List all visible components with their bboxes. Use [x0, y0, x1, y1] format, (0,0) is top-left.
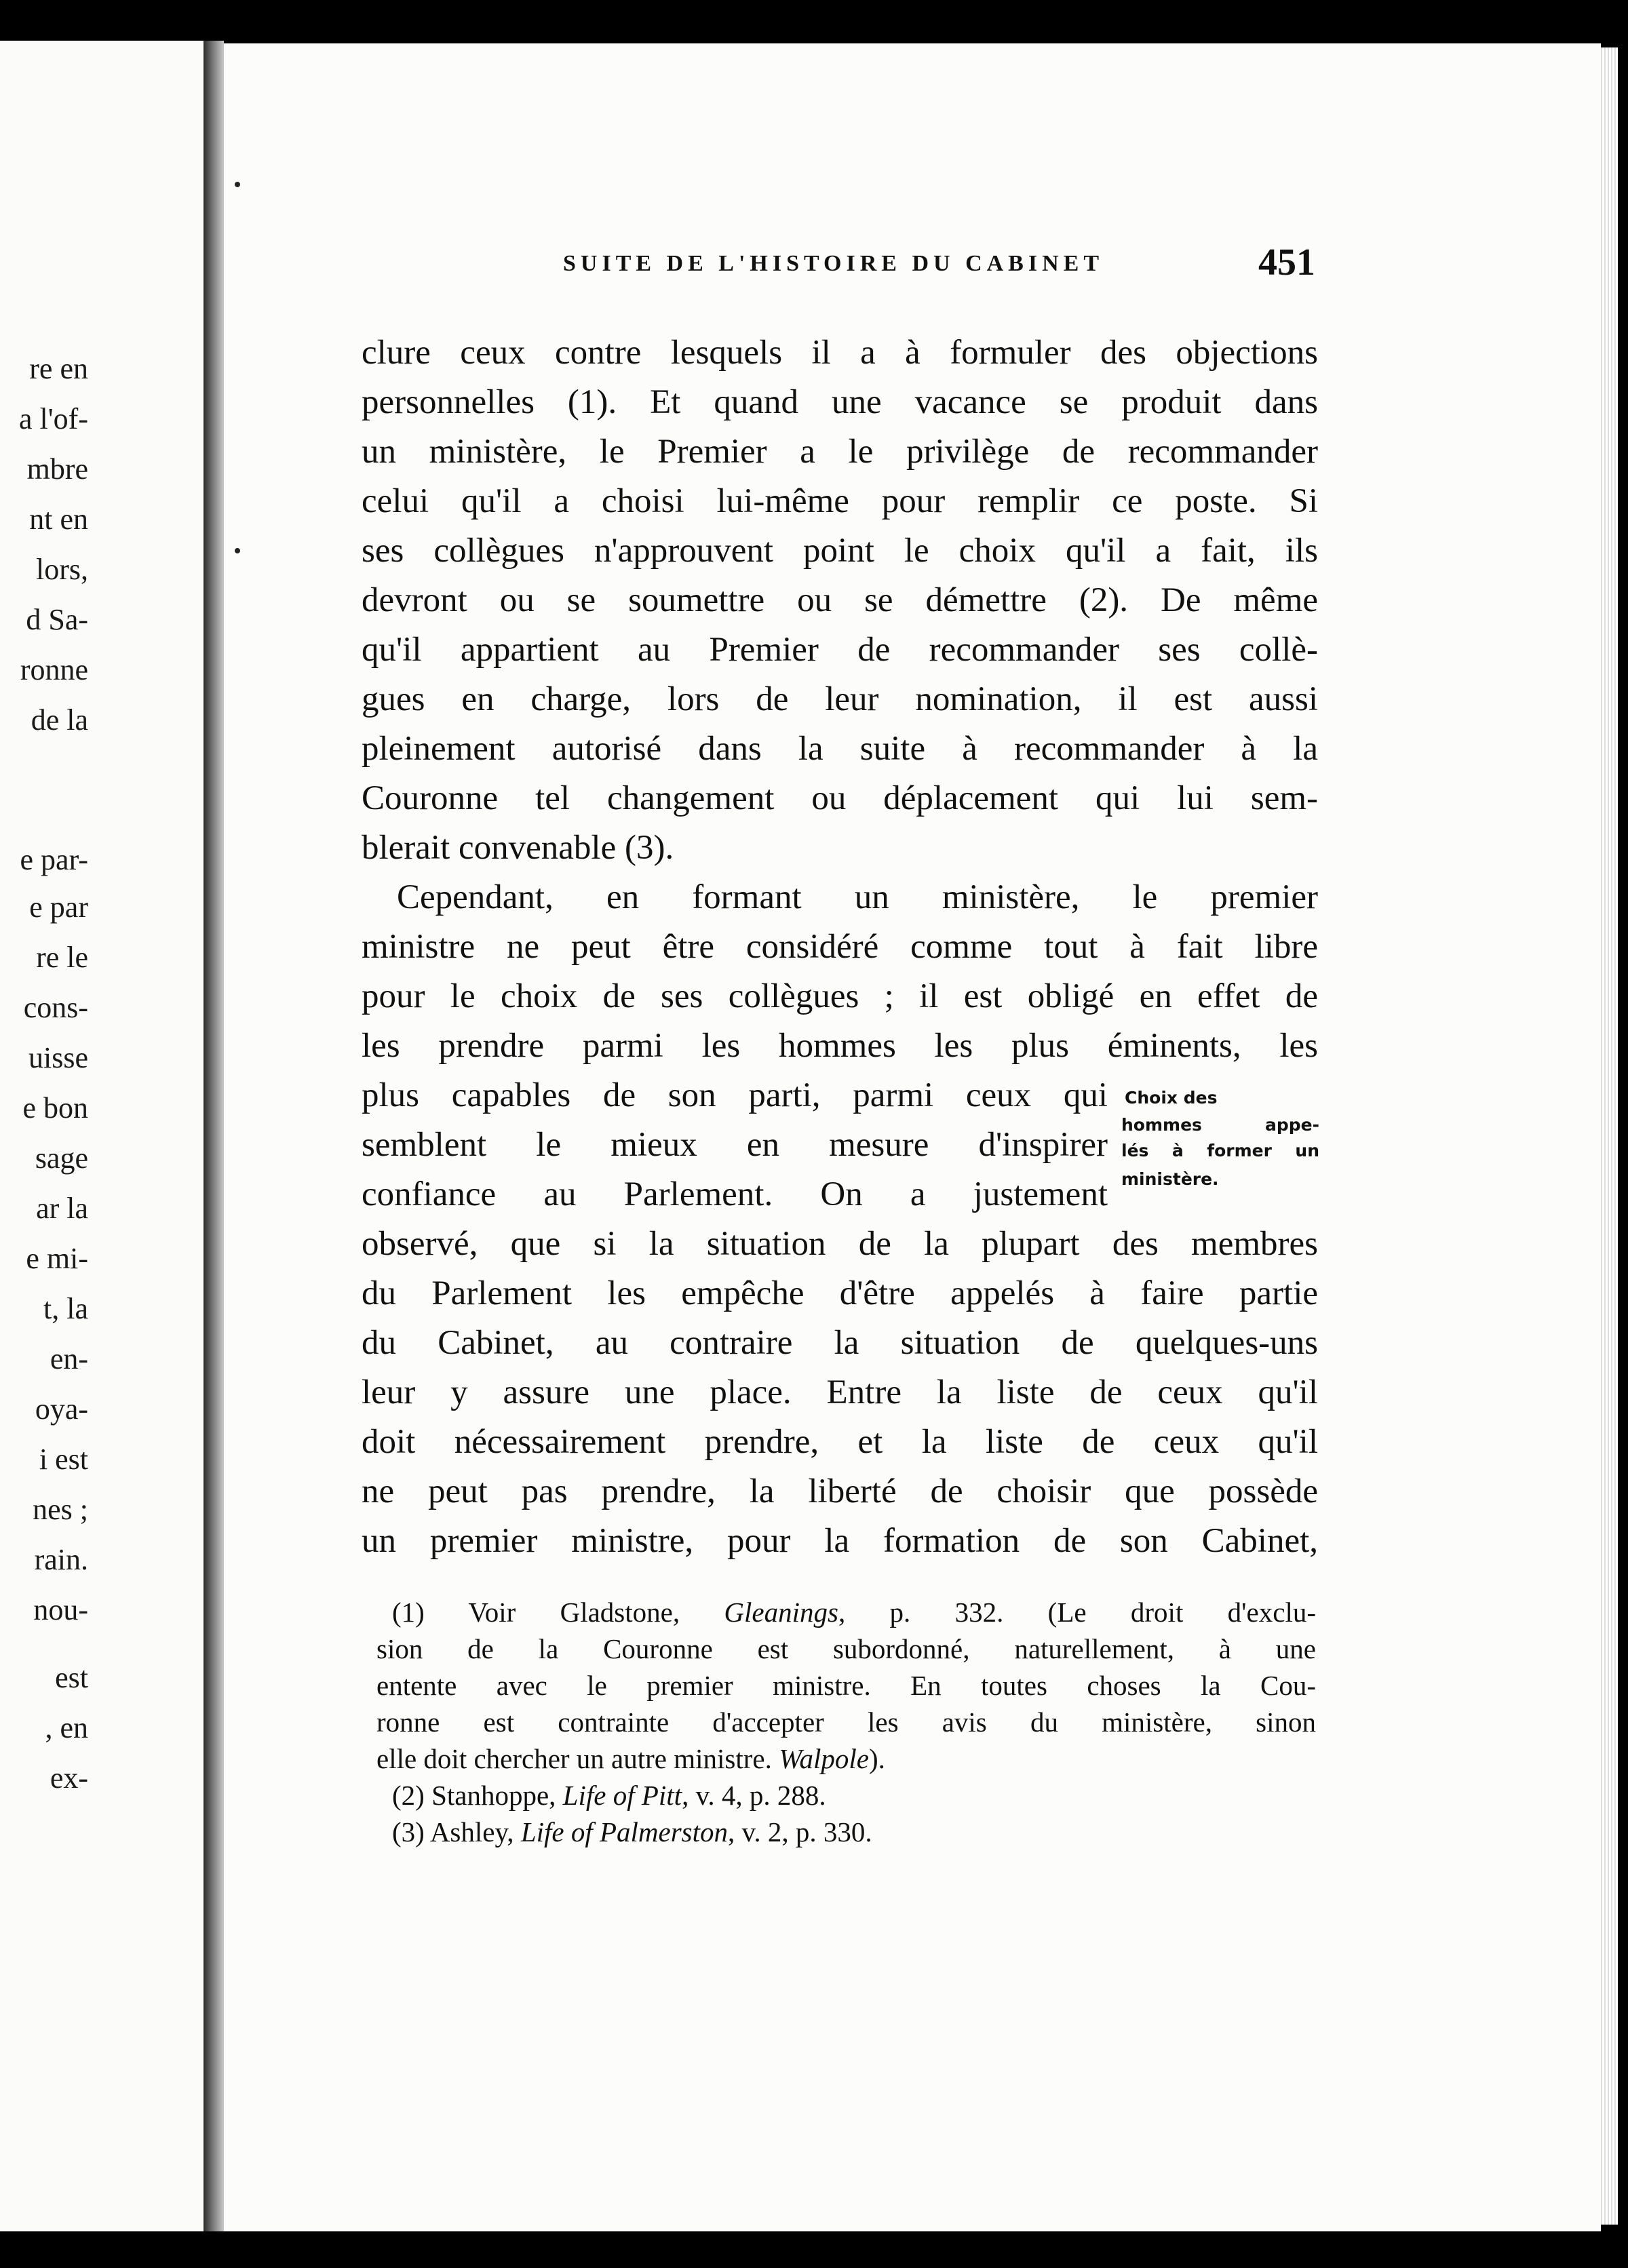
body-line: clure ceux contre lesquels il a à formuler des objections [362, 334, 1318, 372]
body-line: semblent le mieux en mesure d'inspirer [362, 1126, 1108, 1164]
page-number: 451 [1258, 241, 1315, 284]
specks [235, 182, 240, 187]
left-page-fragment: , en [45, 1711, 88, 1744]
left-page-fragment: est [55, 1661, 88, 1694]
footnote-1-line [376, 1745, 1316, 1773]
footnote-1-line: ronne est contrainte d'accepter les avis du ministère, sinon [376, 1706, 1316, 1738]
left-page-fragment: ronne [20, 653, 88, 686]
footnote-3-title: Life of Palmerston [520, 1816, 729, 1847]
body-line: ne peut pas prendre, la liberté de choisir que possède [362, 1472, 1318, 1510]
margin-note-line: hommes appe- [1121, 1115, 1319, 1135]
left-page-fragment: de la [31, 703, 88, 737]
footnote-3-marker: (3) [392, 1816, 425, 1847]
footnote-1-last-after: ). [869, 1743, 885, 1774]
body-line: personnelles (1). Et quand une vacance se produit dans [362, 383, 1318, 421]
body-line: les prendre parmi les hommes les plus éminents, les [362, 1027, 1318, 1065]
left-page-fragment: e par- [20, 843, 88, 876]
body-line: du Parlement les empêche d'être appelés à faire partie [362, 1274, 1318, 1312]
footnote-1-author: Walpole [779, 1743, 869, 1774]
body-line: celui qu'il a choisi lui-même pour remplir ce poste. Si [362, 482, 1318, 520]
specks [235, 548, 240, 553]
body-line: pour le choix de ses collègues ; il est obligé en effet de [362, 977, 1318, 1015]
left-page-fragment: rain. [34, 1543, 88, 1576]
body-line: Cependant, en formant un ministère, le premier [397, 878, 1318, 916]
body-line: doit nécessairement prendre, et la liste de ceux qu'il [362, 1423, 1318, 1461]
book-spine [204, 41, 224, 2231]
footnote-1-lead: Voir Gladstone, [468, 1597, 680, 1628]
left-page-fragment: e bon [22, 1091, 88, 1125]
left-page-fragment: en- [50, 1342, 88, 1375]
footnote-3-author: Ashley, [429, 1816, 514, 1847]
left-page-fragment: mbre [26, 452, 88, 486]
body-line: gues en charge, lors de leur nomination, il est aussi [362, 680, 1318, 718]
left-page-fragment: lors, [36, 553, 88, 586]
left-page-fragment: re le [36, 941, 88, 974]
page-edge [1601, 47, 1618, 2225]
left-page-fragment: t, la [43, 1292, 88, 1325]
left-page-fragment: d Sa- [26, 603, 88, 636]
footnote-3-rest: , v. 2, p. 330. [728, 1816, 872, 1847]
body-line: un ministère, le Premier a le privilège de recommander [362, 433, 1318, 471]
left-page [0, 41, 204, 2231]
left-page-fragment: nou- [33, 1593, 88, 1626]
left-page-fragment: nt en [29, 503, 88, 536]
left-page-fragment: oya- [35, 1392, 88, 1426]
footnote-1-line: sion de la Couronne est subordonné, naturellement, à une [376, 1633, 1316, 1664]
footnote-1-line [392, 1599, 1316, 1626]
footnote-1-last-before: elle doit chercher un autre ministre. [376, 1743, 772, 1774]
margin-note-line: Choix des [1125, 1088, 1218, 1108]
body-line: observé, que si la situation de la plupart des membres [362, 1225, 1318, 1263]
footnote-1-line: entente avec le premier ministre. En toutes choses la Cou- [376, 1670, 1316, 1701]
margin-note-line: ministère. [1121, 1169, 1219, 1189]
body-line: ses collègues n'approuvent point le choix qu'il a fait, ils [362, 532, 1318, 570]
footnote-2-rest: , v. 4, p. 288. [682, 1780, 826, 1811]
body-line: du Cabinet, au contraire la situation de quelques-uns [362, 1324, 1318, 1362]
body-line: devront ou se soumettre ou se démettre (2). De même [362, 581, 1318, 619]
footnote-2-marker: (2) [392, 1780, 425, 1811]
running-head: SUITE DE L'HISTOIRE DU CABINET [563, 251, 1104, 276]
left-page-fragment: ar la [36, 1192, 88, 1225]
body-line: Couronne tel changement ou déplacement qui lui sem- [362, 779, 1318, 817]
margin-note-line: lés à former un [1121, 1141, 1319, 1160]
left-page-fragment: ex- [50, 1761, 88, 1795]
footnote-1-title: Gleanings [724, 1597, 838, 1628]
left-page-fragment: cons- [23, 991, 88, 1024]
body-line: ministre ne peut être considéré comme tout à fait libre [362, 928, 1318, 966]
footnote-3 [392, 1818, 872, 1846]
left-page-fragment: re en [29, 352, 88, 385]
left-page-fragment: nes ; [33, 1493, 88, 1526]
footnote-2 [392, 1782, 826, 1810]
body-line: un premier ministre, pour la formation de son Cabinet, [362, 1522, 1318, 1560]
footnote-1-lead-rest: , p. 332. (Le droit d'exclu- [838, 1597, 1316, 1628]
body-line: confiance au Parlement. On a justement [362, 1175, 1108, 1213]
body-line: leur y assure une place. Entre la liste de ceux qu'il [362, 1373, 1318, 1411]
left-page-fragment: uisse [28, 1041, 88, 1074]
footnote-2-title: Life of Pitt [562, 1780, 682, 1811]
left-page-fragment: sage [35, 1141, 88, 1175]
left-page-fragment: i est [39, 1443, 88, 1476]
footnote-1-marker: (1) [392, 1597, 425, 1628]
body-line: pleinement autorisé dans la suite à recommander à la [362, 730, 1318, 768]
body-line: qu'il appartient au Premier de recommander ses collè- [362, 631, 1318, 669]
body-line: plus capables de son parti, parmi ceux qui [362, 1076, 1108, 1114]
left-page-fragment: a l'of- [19, 402, 88, 435]
body-line: blerait convenable (3). [362, 829, 674, 867]
footnote-2-author: Stanhoppe, [431, 1780, 556, 1811]
left-page-fragment: e mi- [26, 1242, 88, 1275]
left-page-fragment: e par [29, 891, 88, 924]
